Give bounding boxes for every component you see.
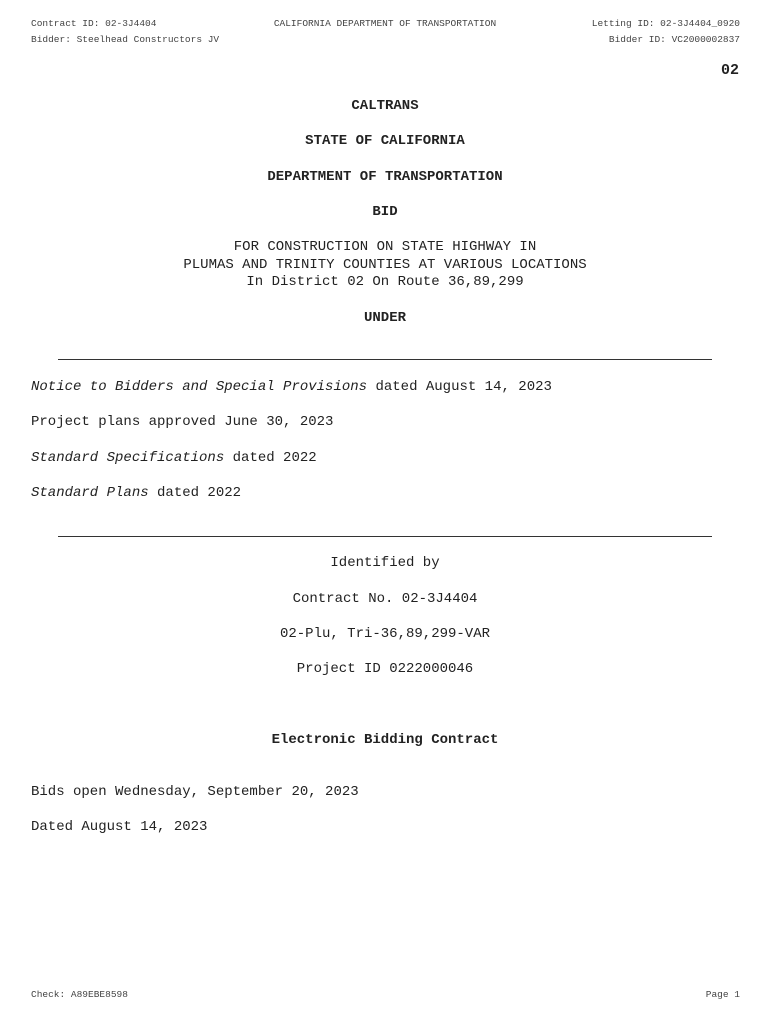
project-description-line-3: In District 02 On Route 36,89,299 xyxy=(246,274,524,290)
under-label: UNDER xyxy=(363,310,406,326)
contract-number: Contract No. 02-3J4404 xyxy=(292,591,478,607)
footer-page-number: Page 1 xyxy=(705,989,740,1000)
header-bidder: Bidder: Steelhead Constructors JV xyxy=(31,34,220,45)
title-department: DEPARTMENT OF TRANSPORTATION xyxy=(267,169,503,185)
header-bidder-id: Bidder ID: VC2000002837 xyxy=(608,34,740,45)
reference-standard-plans xyxy=(31,485,241,501)
title-state: STATE OF CALIFORNIA xyxy=(305,133,465,149)
reference-notice-to-bidders xyxy=(31,379,552,395)
reference-standard-specifications xyxy=(31,450,317,466)
reference-italic: Notice to Bidders and Special Provisions xyxy=(31,379,368,395)
title-caltrans: CALTRANS xyxy=(351,98,419,114)
reference-project-plans xyxy=(31,414,333,430)
bids-open: Bids open Wednesday, September 20, 2023 xyxy=(31,784,359,800)
location-code: 02-Plu, Tri-36,89,299-VAR xyxy=(279,626,491,642)
reference-text: dated August 14, 2023 xyxy=(367,379,552,395)
reference-text: Project plans approved June 30, 2023 xyxy=(31,414,334,430)
header-contract-id: Contract ID: 02-3J4404 xyxy=(31,18,157,29)
dated: Dated August 14, 2023 xyxy=(31,819,208,835)
reference-text: dated 2022 xyxy=(148,485,242,501)
footer-check: Check: A89EBE8598 xyxy=(31,989,128,1000)
reference-italic: Standard Plans xyxy=(31,485,149,501)
project-id: Project ID 0222000046 xyxy=(296,661,474,677)
identified-by: Identified by xyxy=(330,555,440,571)
reference-italic: Standard Specifications xyxy=(31,450,225,466)
project-description-line-1: FOR CONSTRUCTION ON STATE HIGHWAY IN xyxy=(233,239,537,255)
contract-type: Electronic Bidding Contract xyxy=(271,732,499,748)
project-description-line-2: PLUMAS AND TRINITY COUNTIES AT VARIOUS LOCATIONS xyxy=(183,257,587,273)
header-agency: CALIFORNIA DEPARTMENT OF TRANSPORTATION xyxy=(273,18,497,29)
reference-text: dated 2022 xyxy=(224,450,317,466)
title-bid: BID xyxy=(372,204,398,220)
section-number: 02 xyxy=(720,62,739,79)
divider-top xyxy=(58,359,712,360)
header-letting-id: Letting ID: 02-3J4404_0920 xyxy=(591,18,740,29)
divider-bottom xyxy=(58,536,712,537)
